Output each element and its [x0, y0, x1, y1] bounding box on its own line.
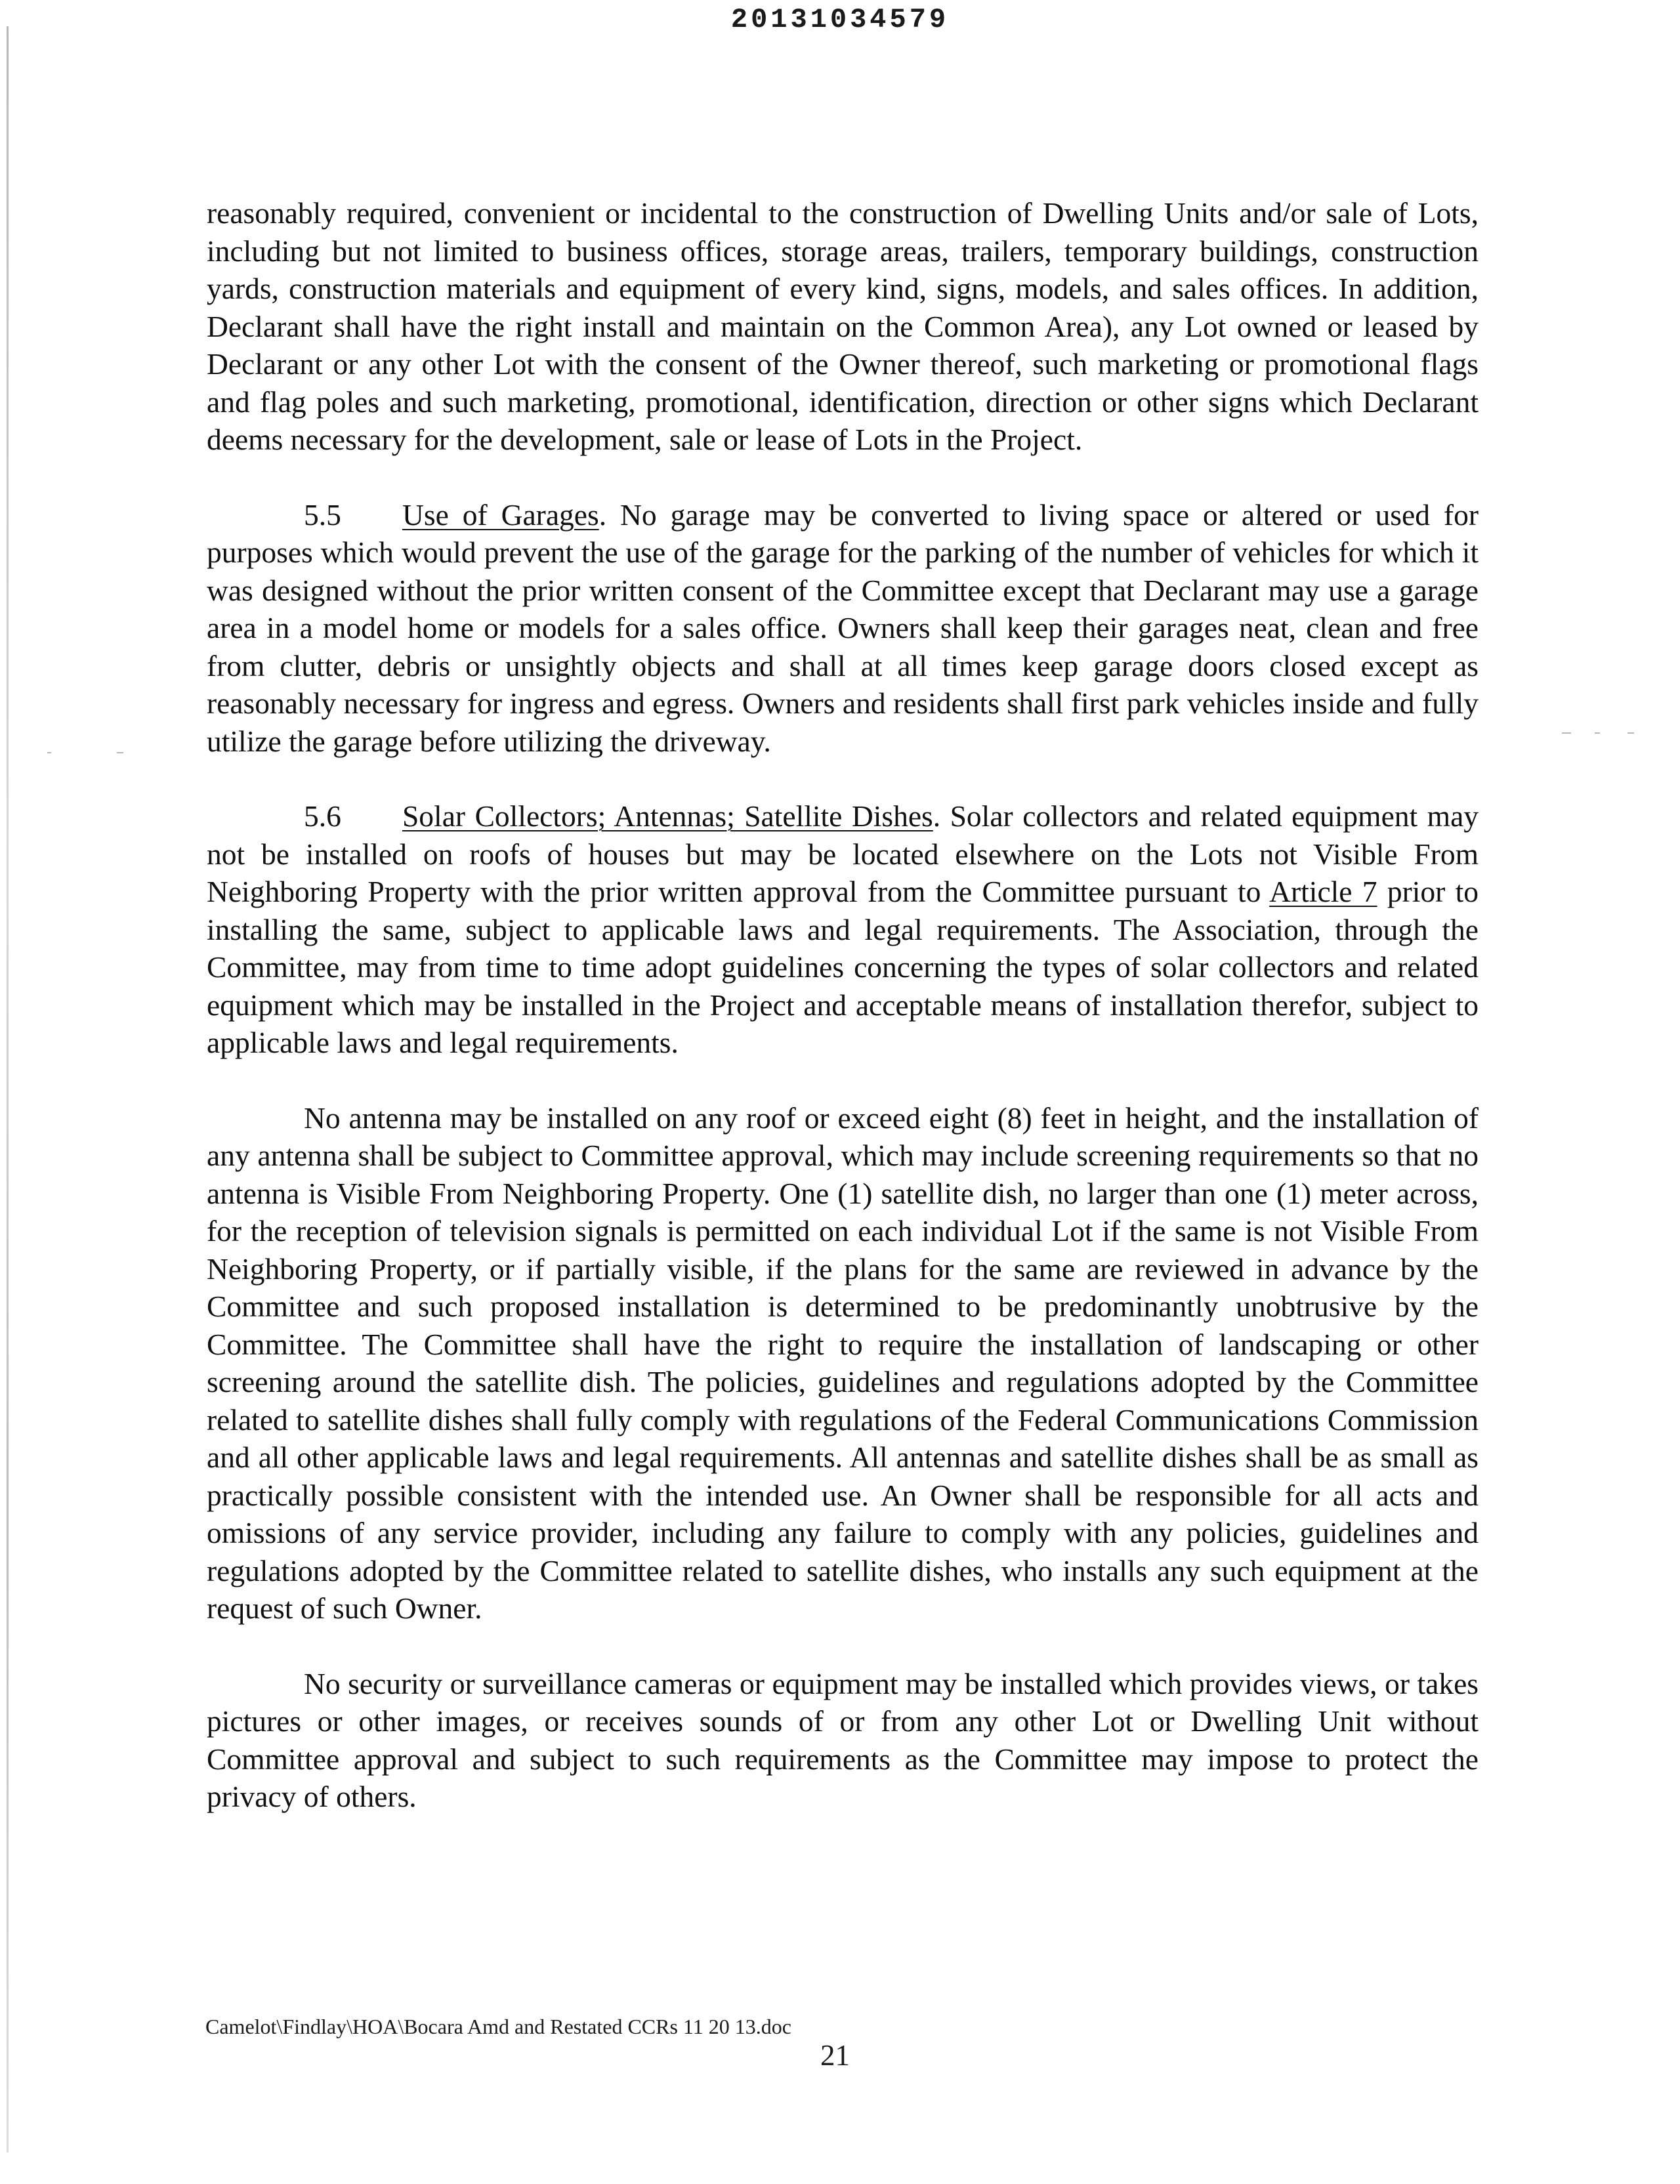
document-number: 20131034579 — [730, 4, 950, 35]
article-reference: Article 7 — [1269, 875, 1377, 908]
scan-speck — [1595, 732, 1600, 734]
scan-edge-line — [7, 26, 9, 2152]
continuation-paragraph: reasonably required, convenient or incidental to the construction of Dwelling Units and/or sale of Lots, including but not limited to business offices, storage areas, trailers, temporary buildings, construction yards, construction materials and equipment of every kind, signs, models, and sales offices. In addition, Declarant shall have the right install and maintain on the Common Area), any Lot owned or leased by Declarant or any other Lot with the consent of the Owner thereof, such marketing or promotional flags and flag poles and such marketing, promotional, identification, direction or other signs which Declarant deems necessary for the development, sale or lease of Lots in the Project. — [207, 196, 1479, 456]
section-5-5-paragraph — [207, 496, 1479, 761]
section-5-6-paragraph — [207, 797, 1479, 1062]
body-text — [207, 194, 1479, 1853]
footer-file-path: Camelot\Findlay\HOA\Bocara Amd and Restated CCRs 11 20 13.doc — [205, 2015, 791, 2038]
section-text: No garage may be converted to living space or altered or used for purposes which would prevent the use of the garage for the parking of the number of vehicles for which it was designed without the prior written consent of the Committee except that Declarant may use a garage area in a model home or models for a sales office. Owners shall keep their garages neat, clean and free from clutter, debris or unsightly objects and shall at all times keep garage doors closed except as reasonably necessary for ingress and egress. Owners and residents shall first park vehicles inside and fully utilize the garage before utilizing the driveway. — [207, 497, 1479, 758]
scan-speck — [1628, 732, 1634, 734]
section-heading: Use of Garages — [402, 497, 599, 532]
section-heading: Solar Collectors; Antennas; Satellite Dishes — [402, 799, 933, 833]
section-text-continued: prior to installing the same, subject to applicable laws and legal requirements. The Association, through the Committee, may from time to time adopt guidelines concerning the types of solar collectors and related equipment which may be installed in the Project and acceptable means of installation therefor, subject to applicable laws and legal requirements. — [207, 875, 1479, 1059]
section-text: Solar collectors and related equipment may not be installed on roofs of houses but may be located elsewhere on the Lots not Visible From Neighboring Property with the prior written approval from the Committee pursuant to — [207, 799, 1479, 908]
page-number: 21 — [820, 2039, 850, 2072]
section-number: 5.5 — [304, 497, 341, 532]
antenna-paragraph: No antenna may be installed on any roof or exceed eight (8) feet in height, and the installation of any antenna shall be subject to Committee approval, which may include screening requirements so that no antenna is Visible From Neighboring Property. One (1) satellite dish, no larger than one (1) meter across, for the reception of television signals is permitted on each individual Lot if the same is not Visible From Neighboring Property, or if partially visible, if the plans for the same are reviewed in advance by the Committee and such proposed installation is determined to be predominantly unobtrusive by the Committee. The Committee shall have the right to require the installation of landscaping or other screening around the satellite dish. The policies, guidelines and regulations adopted by the Committee related to satellite dishes shall fully comply with regulations of the Federal Communications Commission and all other applicable laws and legal requirements. All antennas and satellite dishes shall be as small as practically possible consistent with the intended use. An Owner shall be responsible for all acts and omissions of any service provider, including any failure to comply with any policies, guidelines and regulations adopted by the Committee related to satellite dishes, who installs any such equipment at the request of such Owner. — [207, 1101, 1479, 1625]
section-heading-punctuation: . — [598, 497, 607, 532]
security-paragraph: No security or surveillance cameras or equipment may be installed which provides views, or takes pictures or other images, or receives sounds of or from any other Lot or Dwelling Unit without Committee approval and subject to such requirements as the Committee may impose to protect the privacy of others. — [207, 1666, 1479, 1813]
scan-speck — [1562, 732, 1571, 734]
section-heading-punctuation: . — [933, 799, 941, 833]
scan-speck — [47, 752, 51, 753]
section-number: 5.6 — [304, 799, 341, 833]
scan-speck — [117, 752, 123, 753]
